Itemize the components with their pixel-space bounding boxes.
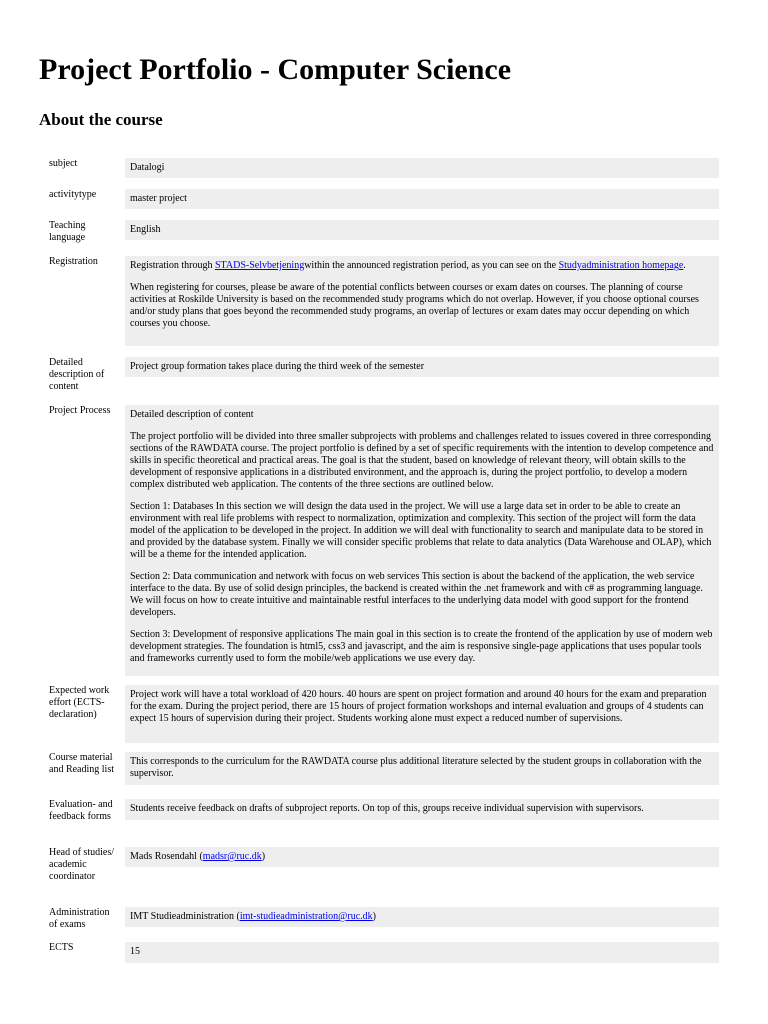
field-label: Teaching language: [49, 220, 86, 243]
field-label: Evaluation- and feedback forms: [49, 799, 113, 822]
field-label: ECTS: [49, 942, 74, 953]
field-value: [125, 405, 719, 676]
field-value: Mads Rosendahl (madsr@ruc.dk): [125, 847, 719, 867]
field-value: Project work will have a total workload of 420 hours. 40 hours are spent on project formation and around 40 hours for the exam and preparation for the exam. During the project period, there are 15 hours of project formation workshops and internal evaluation and groups of 4 students can expect 15 hours of supervision during their project. Students working alone must expect a reduced number of supervisions.: [125, 685, 719, 743]
contact-name: Mads Rosendahl: [130, 851, 197, 862]
administration-email-link[interactable]: imt-studieadministration@ruc.dk: [239, 911, 373, 922]
field-label: subject: [49, 158, 78, 169]
field-label: Registration: [49, 256, 98, 267]
registration-note: When registering for courses, please be aware of the potential conflicts between courses or exam dates on courses. The planning of course activities at Roskilde University is based on the recommended study programs which do not overlap. However, if you choose optional courses and/or study plans that goes beyond the recommended study programs, an overlap of lectures or exam dates may occur depending on which courses you choose.: [130, 282, 699, 329]
field-value: [125, 256, 719, 346]
field-label: Course material and Reading list: [49, 752, 114, 775]
project-process-section-1: Section 1: Databases In this section we will design the data used in the project. We will use a large data set in order to be able to create an environment with real life problems with respect to normalization, optimization and complexity. This section of the project will form the data model of the application to be developed in the project. In addition we will deal with functionality to search and manipulate data to be stored in and provided by the database system. Finally we will consider specific problems that relate to data analytics (Data Warehouse and OLAP), which will be a theme for the intended application.: [130, 501, 712, 560]
field-label: Project Process: [49, 405, 111, 416]
field-label: activitytype: [49, 189, 97, 200]
field-label: Expected work effort (ECTS-declaration): [49, 685, 110, 720]
field-value: This corresponds to the curriculum for the RAWDATA course plus additional literature selected by the student groups in collaboration with the supervisor.: [125, 752, 719, 785]
studyadministration-homepage-link[interactable]: Studyadministration homepage: [558, 260, 684, 271]
project-process-paragraph: The project portfolio will be divided into three smaller subprojects with problems and challenges related to issues covered in three corresponding sections of the RAWDATA course. The project portfolio is defined by a set of specific requirements with the intention to develop competence and skills in specific theoretical and practical areas. The goal is that the student, based on knowledge of relevant theory, will obtain skills to the development of responsive applications in a distributed environment, and the approach is, during the project portfolio, to develop a modern complex distributed web application. The contents of the three sections are outlined below.: [130, 431, 714, 490]
project-process-section-2: Section 2: Data communication and network with focus on web services This section is about the backend of the application, the web service interface to the data. By use of solid design principles, the backend is created within the .net framework and with c# as programming language. We will focus on how to create intuitive and maintainable restful interfaces to the underlying data model with good support for the frontend developers.: [130, 571, 703, 618]
field-label: Detailed description of content: [49, 357, 105, 392]
field-value: Datalogi: [125, 158, 719, 178]
contact-name: IMT Studieadministration: [130, 911, 234, 922]
registration-paragraph: [130, 260, 714, 272]
field-value: English: [125, 220, 719, 240]
field-label: Administration of exams: [49, 907, 110, 930]
registration-text: within the announced registration period, as you can see on the: [304, 260, 559, 271]
head-of-studies-email-link[interactable]: madsr@ruc.dk: [202, 851, 262, 862]
project-process-heading: Detailed description of content: [130, 409, 254, 420]
project-process-section-3: Section 3: Development of responsive applications The main goal in this section is to create the frontend of the application by use of modern web development strategies. The foundation is html5, css3 and javascript, and the aim is responsive single-page applications that uses popular tools and frameworks currently used to form the mobile/web applications we use every day.: [130, 629, 713, 664]
field-label: Head of studies/ academic coordinator: [49, 847, 114, 882]
field-value: 15: [125, 942, 719, 963]
field-value: master project: [125, 189, 719, 209]
registration-text: Registration through: [130, 260, 215, 271]
field-value: IMT Studieadministration (imt-studieadministration@ruc.dk): [125, 907, 719, 927]
page-title: Project Portfolio - Computer Science: [39, 53, 512, 86]
stads-selvbetjening-link[interactable]: STADS-Selvbetjening: [215, 260, 305, 271]
field-value: Students receive feedback on drafts of subproject reports. On top of this, groups receive individual supervision with supervisors.: [125, 799, 719, 820]
section-heading: About the course: [39, 110, 163, 129]
field-value: Project group formation takes place during the third week of the semester: [125, 357, 719, 377]
registration-text: .: [683, 260, 686, 271]
